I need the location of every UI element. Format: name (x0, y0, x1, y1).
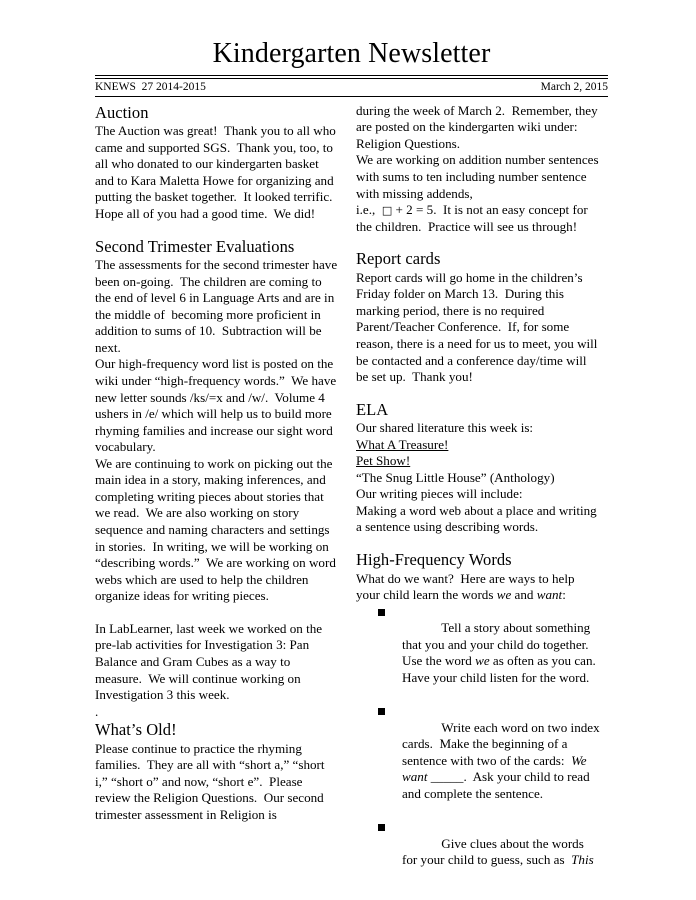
ela-title-2-line (356, 453, 601, 470)
issue-identifier: KNEWS 27 2014-2015 (95, 81, 206, 94)
ela-title-1-line (356, 437, 601, 454)
continuation-paragraph-2: We are working on addition number sentences with sums to ten including number sentence with missing addends, (356, 152, 602, 201)
auction-paragraph: The Auction was great! Thank you to all who came and supported SGS. Thank you, too, to all who donated to our kindergarten basket and to Kara Maletta Howe for organizing and putting the basket together. It looked terrific. Hope all of you had a good time. We did! (95, 123, 340, 222)
tip-1-italic: we (475, 653, 490, 669)
section-second-trimester-evaluations (95, 237, 340, 721)
paragraph-spacer (95, 605, 340, 621)
section-heading-whats-old: What’s Old! (95, 720, 177, 740)
tip-2-part-b: _____. Ask your child to read and complete the sentence. (402, 769, 593, 801)
whats-old-paragraph: Please continue to practice the rhyming families. They are all with “short a,” “short i,” “short o” and now, “short e”. Please review the Religion Questions. Our second trimester assessment in Religion is (95, 740, 328, 822)
missing-addend-example (356, 202, 601, 235)
tip-2-part-a: Write each word on two index cards. Make the beginning of a sentence with two of the cards: (402, 719, 603, 768)
issue-date: March 2, 2015 (540, 81, 608, 94)
hfw-intro-part-a: What do we want? Here are ways to help your child learn the words (356, 570, 578, 603)
report-cards-paragraph: Report cards will go home in the children’s Friday folder on March 13. During this marking period, there is no required Parent/Teacher Conference. If, for some reason, there is a need for us to meet, you will be contacted and a conference day/time will be set up. Thank you! (356, 269, 601, 385)
section-heading-ela: ELA (356, 399, 389, 419)
tip-3-italic: This (571, 852, 594, 868)
section-high-frequency-words (356, 550, 601, 885)
list-item (356, 604, 601, 703)
square-bullet-icon (378, 824, 385, 831)
square-bullet-icon (378, 609, 385, 616)
section-religion-continuation (356, 103, 601, 236)
section-report-cards (356, 249, 601, 385)
evaluations-paragraph-1: The assessments for the second trimester have been on-going. The children are coming to the end of level 6 in Language Arts and are in the middle of becoming more proficient in addition to sums of 10. Subtraction will be next. (95, 257, 341, 355)
section-whats-old (95, 720, 340, 823)
evaluations-paragraph-4: In LabLearner, last week we worked on the pre-lab activities for Investigation 3: Pan Balance and Gram Cubes as a way to measure. We will continue working on Investigation 3 this week. (95, 620, 326, 703)
section-ela (356, 400, 601, 536)
section-auction (95, 103, 340, 223)
evaluations-paragraph-2: Our high-frequency word list is posted on the wiki under “high-frequency words.” We have new letter sounds /ks/=x and /w/. Volume 4 ushers in /e/ which will help us to build more rhyming families and increase our sight word vocabulary. (95, 356, 340, 455)
tip-2-italic: We want (402, 752, 590, 785)
hfw-tips-list (356, 604, 601, 886)
masthead (95, 38, 608, 97)
equation-remainder: + 2 = 5. It is not an easy concept for the children. Practice will see us through! (356, 202, 592, 234)
ela-anthology-title: “The Snug Little House” (Anthology) (356, 469, 555, 485)
continuation-paragraph-1: during the week of March 2. Remember, they are posted on the kindergarten wiki under: Religion Questions. (356, 102, 601, 151)
square-bullet-icon (378, 708, 385, 715)
section-heading-report-cards: Report cards (356, 249, 441, 269)
book-title-what-a-treasure: What A Treasure! (356, 436, 449, 452)
book-title-pet-show: Pet Show! (356, 453, 411, 469)
empty-box-glyph: □ (381, 204, 393, 218)
article-columns (95, 103, 608, 885)
hfw-word-want: want (536, 587, 563, 603)
list-item (356, 819, 601, 885)
hfw-intro-part-c: : (562, 587, 566, 603)
tip-3-part-a: Give clues about the words for your child to guess, such as (402, 835, 588, 868)
ela-writing-body: Making a word web about a place and writing a sentence using describing words. (356, 502, 600, 535)
section-heading-auction: Auction (95, 102, 149, 122)
evaluations-paragraph-3: We are continuing to work on picking out the main idea in a story, making inferences, and completing writing pieces about stories that we read. We are also working on story sequence and naming characters and settings in stories. In writing, we will be working on “describing words.” We are working on word webs which are used to help the children organize ideas for writing pieces. (95, 455, 340, 604)
equation-prefix: i.e., (356, 202, 382, 218)
right-column (356, 103, 601, 885)
tip-1-part-a: Tell a story about something that you and your child do together. Use the word (402, 620, 596, 669)
hfw-intro (356, 571, 601, 604)
hfw-word-we: we (496, 587, 512, 603)
tip-1-part-b: as often as you can. Have your child listen for the word. (402, 653, 603, 685)
masthead-rule-bottom (95, 96, 608, 97)
newsletter-title: Kindergarten Newsletter (212, 38, 491, 69)
stray-period-line: . (95, 703, 99, 719)
ela-intro: Our shared literature this week is: (356, 420, 534, 436)
ela-writing-intro: Our writing pieces will include: (356, 486, 523, 502)
left-column (95, 103, 340, 824)
list-item (356, 703, 601, 819)
section-heading-second-trimester-evaluations: Second Trimester Evaluations (95, 236, 295, 256)
hfw-intro-part-b: and (511, 587, 537, 603)
section-heading-high-frequency-words: High-Frequency Words (356, 550, 512, 570)
masthead-issue-bar (95, 79, 608, 95)
